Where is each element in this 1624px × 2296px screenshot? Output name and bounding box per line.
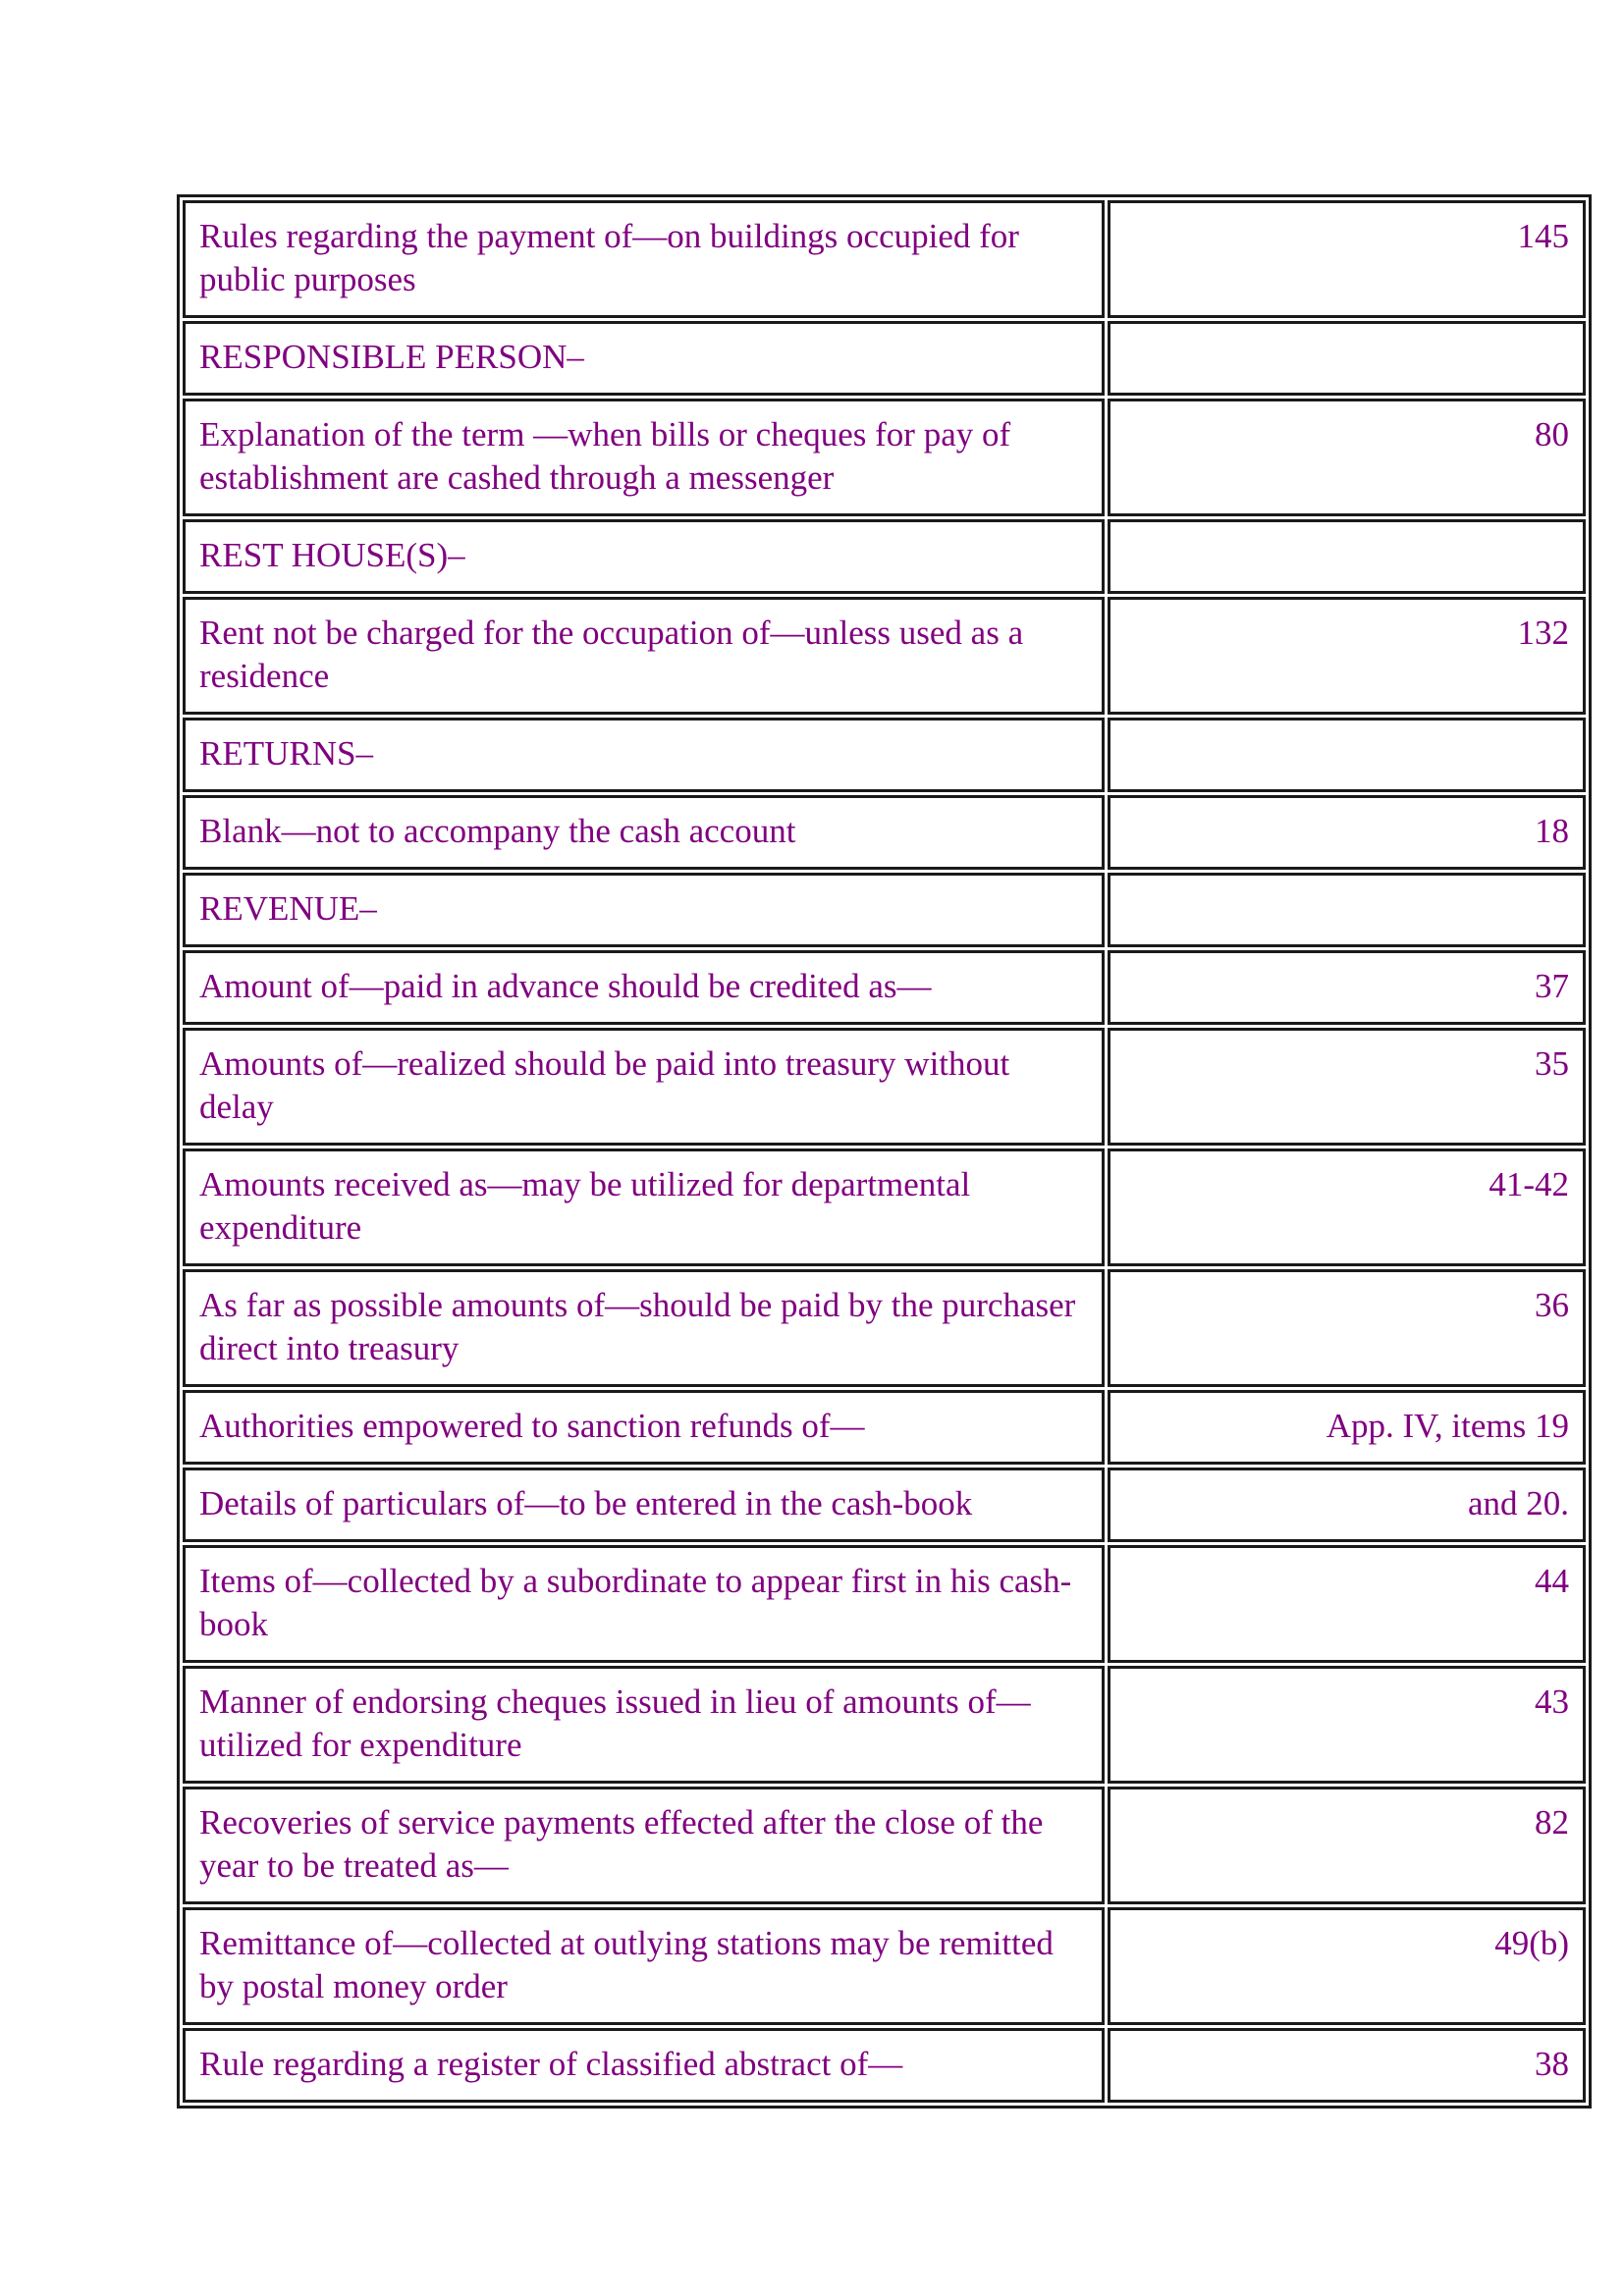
index-heading: RETURNS– (183, 718, 1105, 792)
index-entry-reference: 145 (1108, 200, 1586, 318)
index-entry-reference: 36 (1108, 1269, 1586, 1387)
index-entry-row (183, 1907, 1586, 2025)
index-entry-text: Manner of endorsing cheques issued in lieu of amounts of—utilized for expenditure (183, 1666, 1105, 1784)
index-entry-text: Amount of—paid in advance should be credited as— (183, 950, 1105, 1025)
index-entry-reference: 82 (1108, 1787, 1586, 1904)
index-entry-reference (1108, 718, 1586, 792)
index-entry-reference: 44 (1108, 1545, 1586, 1663)
index-entry-reference: 38 (1108, 2028, 1586, 2103)
index-entry-row (183, 1269, 1586, 1387)
index-entry-reference (1108, 321, 1586, 396)
index-entry-reference: 49(b) (1108, 1907, 1586, 2025)
index-heading: RESPONSIBLE PERSON– (183, 321, 1105, 396)
index-entry-row (183, 1468, 1586, 1542)
index-table (177, 194, 1592, 2109)
index-entry-text: Details of particulars of—to be entered in the cash-book (183, 1468, 1105, 1542)
index-heading: REST HOUSE(S)– (183, 519, 1105, 594)
index-entry-text: Blank—not to accompany the cash account (183, 795, 1105, 870)
index-entry-reference: App. IV, items 19 (1108, 1390, 1586, 1465)
index-entry-reference: 37 (1108, 950, 1586, 1025)
index-entry-row (183, 399, 1586, 516)
index-entry-text: Remittance of—collected at outlying stations may be remitted by postal money order (183, 1907, 1105, 2025)
index-entry-text: Recoveries of service payments effected after the close of the year to be treated as— (183, 1787, 1105, 1904)
index-entry-text: Authorities empowered to sanction refunds of— (183, 1390, 1105, 1465)
index-entry-text: Items of—collected by a subordinate to appear first in his cash-book (183, 1545, 1105, 1663)
index-heading: REVENUE– (183, 873, 1105, 947)
index-entry-reference: 35 (1108, 1028, 1586, 1146)
index-entry-reference: 43 (1108, 1666, 1586, 1784)
index-entry-row (183, 1545, 1586, 1663)
index-entry-row (183, 2028, 1586, 2103)
index-entry-text: Rules regarding the payment of—on buildings occupied for public purposes (183, 200, 1105, 318)
index-entry-text: Rent not be charged for the occupation of—unless used as a residence (183, 597, 1105, 715)
index-entry-row (183, 1028, 1586, 1146)
index-entry-reference: 41-42 (1108, 1148, 1586, 1266)
index-heading-row (183, 321, 1586, 396)
index-entry-reference: 80 (1108, 399, 1586, 516)
index-entry-text: Explanation of the term —when bills or cheques for pay of establishment are cashed through a messenger (183, 399, 1105, 516)
index-entry-text: Amounts of—realized should be paid into treasury without delay (183, 1028, 1105, 1146)
index-heading-row (183, 519, 1586, 594)
index-page (177, 194, 1586, 2109)
index-entry-reference (1108, 519, 1586, 594)
index-entry-reference: 132 (1108, 597, 1586, 715)
index-entry-row (183, 597, 1586, 715)
index-entry-reference: 18 (1108, 795, 1586, 870)
index-entry-text: Rule regarding a register of classified abstract of— (183, 2028, 1105, 2103)
index-entry-reference: and 20. (1108, 1468, 1586, 1542)
index-entry-row (183, 1390, 1586, 1465)
index-entry-row (183, 950, 1586, 1025)
index-entry-reference (1108, 873, 1586, 947)
index-entry-row (183, 795, 1586, 870)
index-entry-row (183, 1666, 1586, 1784)
index-heading-row (183, 873, 1586, 947)
index-heading-row (183, 718, 1586, 792)
index-entry-row (183, 1148, 1586, 1266)
index-table-body (183, 200, 1586, 2103)
index-entry-row (183, 1787, 1586, 1904)
index-entry-row (183, 200, 1586, 318)
index-entry-text: As far as possible amounts of—should be paid by the purchaser direct into treasury (183, 1269, 1105, 1387)
index-entry-text: Amounts received as—may be utilized for departmental expenditure (183, 1148, 1105, 1266)
